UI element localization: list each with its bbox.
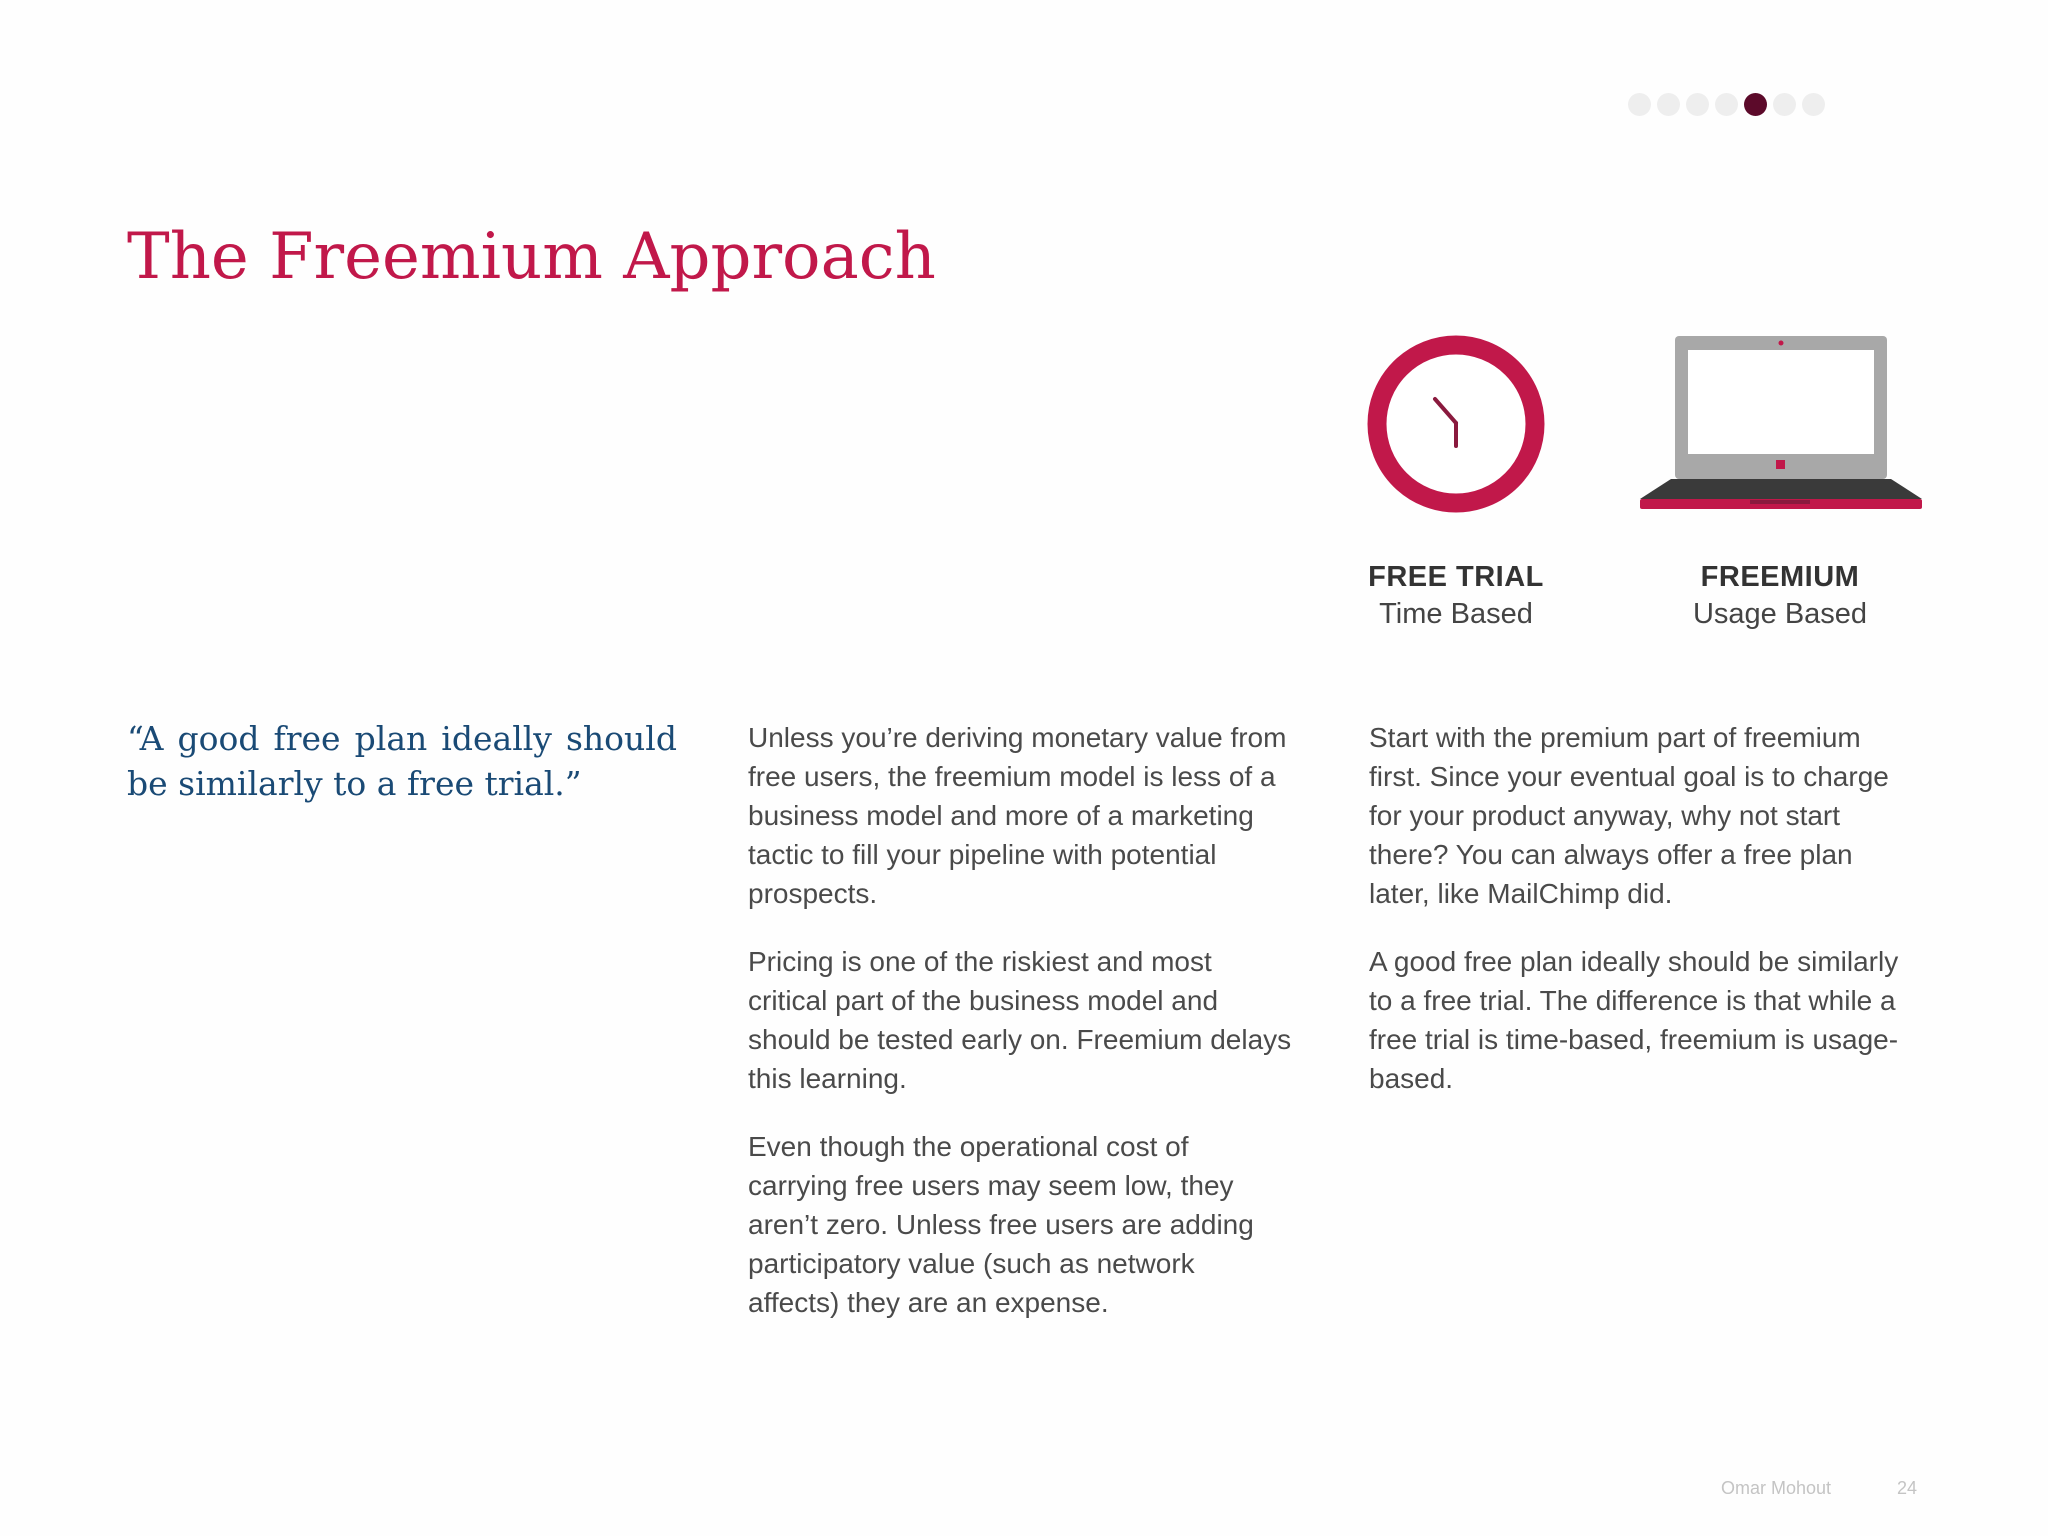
feature-heading: FREE TRIAL [1368,561,1544,593]
pager-dot[interactable] [1686,93,1709,116]
paragraph: A good free plan ideally should be similarly to a free trial. The difference is that while a free trial is time-based, freemium is usage-based. [1369,946,1899,1094]
pager-dot[interactable] [1802,93,1825,116]
footer-author: Omar Mohout [1721,1478,1832,1498]
pager-dot[interactable] [1628,93,1651,116]
pager-dot[interactable] [1715,93,1738,116]
slide-pager [1628,93,1825,116]
laptop-icon [1636,333,1924,515]
pager-dot[interactable] [1657,93,1680,116]
page-number: 24 [1897,1478,1918,1498]
feature-heading: FREEMIUM [1700,561,1860,593]
pager-dot[interactable] [1773,93,1796,116]
paragraph: Unless you’re deriving monetary value from free users, the freemium model is less of a business model and more of a marketing tactic to fill your pipeline with potential prospects. [748,722,1287,909]
paragraph: Pricing is one of the riskiest and most critical part of the business model and should be tested early on. Freemium delays this learning. [748,946,1292,1094]
pager-dot-active[interactable] [1744,93,1767,116]
clock-icon [1365,333,1547,515]
page-title: The Freemium Approach [127,220,936,294]
feature-subtitle: Time Based [1379,598,1533,630]
paragraph: Start with the premium part of freemium first. Since your eventual goal is to charge for your product anyway, why not start there? You can always offer a free plan later, like MailChimp did. [1369,722,1889,909]
feature-free-trial [1306,561,1606,631]
body-column-middle [748,718,1293,1351]
body-column-right [1369,718,1914,1127]
paragraph: Even though the operational cost of carrying free users may seem low, they aren’t zero. Unless free users are adding participatory value (such as network affects) they are an expense. [748,1131,1254,1318]
pull-quote: “A good free plan ideally should be similarly to a free trial.” [127,719,677,803]
feature-subtitle: Usage Based [1692,598,1868,630]
feature-freemium [1630,561,1930,631]
